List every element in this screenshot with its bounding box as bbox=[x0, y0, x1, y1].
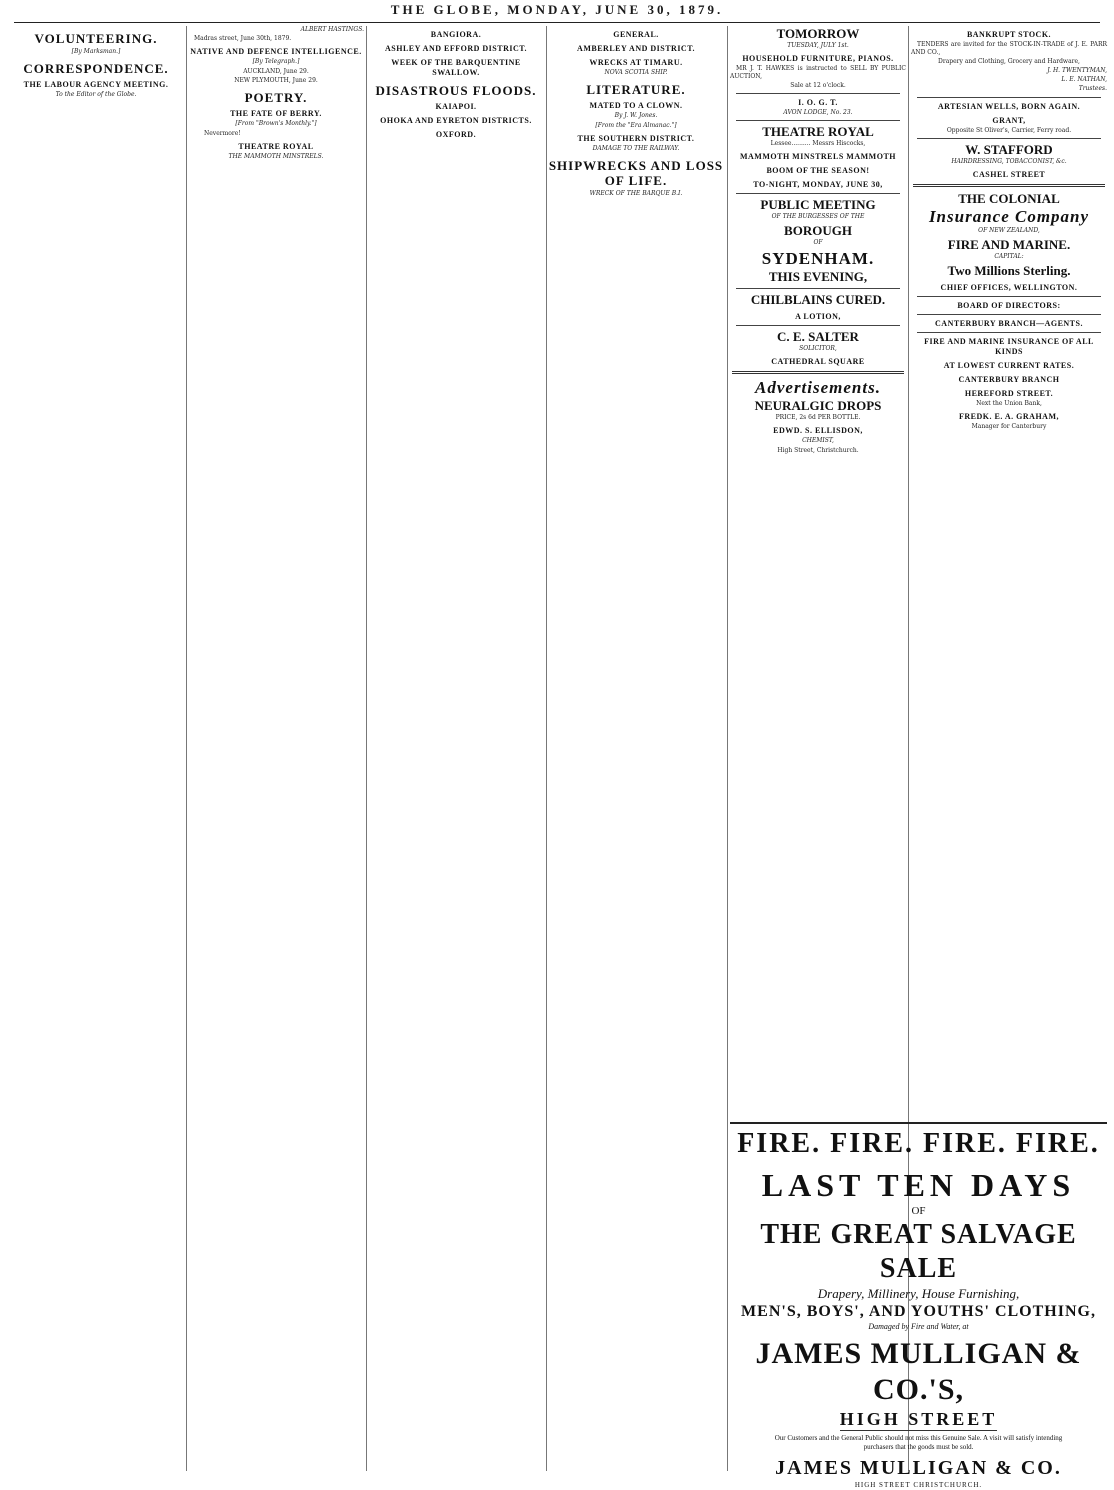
general-heading: GENERAL. bbox=[613, 30, 659, 39]
sale-notice: Our Customers and the General Public should not miss this Genuine Sale. A visit will satisfy intending purchasers that the goods must be sold. bbox=[774, 1434, 1063, 1451]
burgesses-sub: OF THE BURGESSES OF THE bbox=[771, 213, 865, 221]
amberley-heading: AMBERLEY AND DISTRICT. bbox=[577, 44, 695, 53]
high-street-heading: HIGH STREET bbox=[839, 1409, 998, 1429]
nz-sub: OF NEW ZEALAND, bbox=[978, 226, 1040, 234]
stafford-sub: HAIRDRESSING, TOBACCONIST, &c. bbox=[951, 157, 1067, 165]
insurance-heading: Insurance Company bbox=[928, 206, 1090, 226]
timaru-sub: NOVA SCOTIA SHIP. bbox=[604, 69, 668, 76]
sydenham-heading: SYDENHAM. bbox=[761, 249, 875, 269]
board-heading: BOARD OF DIRECTORS: bbox=[957, 300, 1061, 310]
masthead-rule bbox=[14, 22, 1100, 23]
kaiapoi-heading: KAIAPOI. bbox=[435, 102, 477, 111]
last-ten-days: LAST TEN DAYS bbox=[761, 1167, 1076, 1203]
timaru-heading: WRECKS AT TIMARU. bbox=[589, 58, 683, 67]
trustee-signature: J. H. TWENTYMAN, bbox=[1047, 67, 1107, 75]
ohoka-heading: OHOKA AND EYRETON DISTRICTS. bbox=[380, 116, 532, 125]
volunteering-byline: [By Marksman.] bbox=[71, 48, 121, 55]
public-meeting-heading: PUBLIC MEETING bbox=[760, 197, 876, 213]
chief-offices: CHIEF OFFICES, WELLINGTON. bbox=[940, 282, 1078, 292]
ad-rule bbox=[736, 120, 900, 121]
floods-heading: DISASTROUS FLOODS. bbox=[375, 83, 537, 98]
neuralgic-price: PRICE, 2s 6d PER BOTTLE. bbox=[775, 414, 861, 422]
ad-rule bbox=[736, 93, 900, 94]
minstrels-sub: THE MAMMOTH MINSTRELS. bbox=[228, 153, 324, 161]
manager-title: Manager for Canterbury bbox=[971, 422, 1047, 430]
labour-sub: To the Editor of the Globe. bbox=[55, 91, 137, 98]
grant-name: GRANT, bbox=[992, 115, 1026, 125]
telegraph-sub: [By Telegraph.] bbox=[252, 58, 300, 66]
chemist-address: High Street, Christchurch. bbox=[777, 447, 859, 455]
poetry-heading: POETRY. bbox=[244, 90, 308, 106]
damaged-line: Damaged by Fire and Water, at bbox=[868, 1322, 969, 1331]
labour-heading: THE LABOUR AGENCY MEETING. bbox=[23, 80, 169, 89]
ad-rule bbox=[917, 296, 1101, 297]
letter-signature: ALBERT HASTINGS. bbox=[300, 26, 364, 33]
this-evening-heading: THIS EVENING, bbox=[768, 269, 868, 285]
theatre-heading: THEATRE ROYAL bbox=[238, 142, 314, 152]
volunteering-heading: VOLUNTEERING. bbox=[34, 31, 158, 46]
colonial-heading: THE COLONIAL bbox=[958, 190, 1060, 206]
letter-place: Madras street, June 30th, 1879. bbox=[194, 35, 292, 43]
shipwrecks-heading: SHIPWRECKS AND LOSS OF LIFE. bbox=[548, 158, 724, 188]
column-1 bbox=[8, 26, 184, 1471]
ad-rule bbox=[736, 288, 900, 289]
mated-heading: MATED TO A CLOWN. bbox=[589, 101, 683, 110]
boom-heading: BOOM OF THE SEASON! bbox=[766, 166, 870, 176]
lowest-rates: AT LOWEST CURRENT RATES. bbox=[943, 360, 1075, 370]
salvage-sale-advert bbox=[730, 1122, 1107, 1489]
neuralgic-heading: NEURALGIC DROPS bbox=[754, 398, 882, 414]
trustee-signature: L. E. NATHAN, bbox=[1061, 76, 1107, 84]
column-divider bbox=[546, 26, 547, 1471]
stafford-heading: W. STAFFORD bbox=[965, 141, 1053, 157]
chilblains-heading: CHILBLAINS CURED. bbox=[750, 292, 886, 308]
borough-heading: BOROUGH bbox=[784, 223, 852, 239]
capital-sub: CAPITAL: bbox=[994, 252, 1024, 260]
two-million-heading: Two Millions Sterling. bbox=[947, 262, 1071, 278]
ad-rule bbox=[736, 325, 900, 326]
southern-heading: THE SOUTHERN DISTRICT. bbox=[577, 134, 695, 143]
clothing-line: MEN'S, BOYS', AND YOUTHS' CLOTHING, bbox=[741, 1303, 1096, 1320]
fire-heading: FIRE. FIRE. FIRE. FIRE. bbox=[737, 1128, 1100, 1159]
trustee-signature: Trustees. bbox=[1078, 85, 1107, 93]
literature-heading: LITERATURE. bbox=[586, 82, 686, 97]
dateline: AUCKLAND, June 29. bbox=[243, 68, 309, 76]
salter-heading: C. E. SALTER bbox=[777, 329, 859, 345]
theatre-lessee: Lessee.......... Messrs Hiscocks, bbox=[770, 140, 866, 148]
tenders-goods: Drapery and Clothing, Grocery and Hardware, bbox=[938, 58, 1080, 66]
dateline: NEW PLYMOUTH, June 29. bbox=[234, 77, 318, 85]
tomorrow-date: TUESDAY, JULY 1st. bbox=[787, 42, 849, 49]
ad-rule bbox=[917, 138, 1101, 139]
theatre-royal-heading: THEATRE ROYAL bbox=[762, 124, 874, 140]
column-divider bbox=[727, 26, 728, 1471]
ad-rule bbox=[736, 193, 900, 194]
column-5 bbox=[730, 26, 906, 1120]
branch-heading: CANTERBURY BRANCH bbox=[958, 374, 1060, 384]
union-bank: Next the Union Bank, bbox=[976, 399, 1042, 407]
auction-notice: MR J. T. HAWKES is instructed to SELL BY PUBLIC AUCTION, bbox=[730, 65, 906, 81]
advertisements-heading: Advertisements. bbox=[755, 378, 881, 398]
canterbury-heading: CANTERBURY BRANCH—AGENTS. bbox=[935, 318, 1083, 328]
column-2 bbox=[188, 26, 364, 1471]
grant-address: Opposite St Oliver's, Carrier, Ferry road. bbox=[946, 126, 1072, 134]
salter-sub: SOLICITOR, bbox=[799, 345, 837, 353]
mulligan-footer: JAMES MULLIGAN & CO. bbox=[775, 1457, 1062, 1479]
telegraph-heading: NATIVE AND DEFENCE INTELLIGENCE. bbox=[190, 47, 362, 57]
household-heading: HOUSEHOLD FURNITURE, PIANOS. bbox=[742, 54, 894, 63]
poem-title: THE FATE OF BERRY. bbox=[230, 109, 322, 119]
ad-rule bbox=[917, 332, 1101, 333]
artesian-heading: ARTESIAN WELLS, BORN AGAIN. bbox=[937, 101, 1081, 111]
tonight-heading: TO-NIGHT, MONDAY, JUNE 30, bbox=[753, 180, 883, 190]
borough-of: OF bbox=[813, 239, 823, 247]
sale-time: Sale at 12 o'clock. bbox=[790, 82, 846, 90]
column-6 bbox=[911, 26, 1107, 1120]
mated-byline: By J. W. Jones. bbox=[614, 112, 658, 119]
of-label: OF bbox=[911, 1205, 926, 1217]
drapery-line: Drapery, Millinery, House Furnishing, bbox=[817, 1286, 1020, 1301]
chemist-sub: CHEMIST, bbox=[802, 437, 834, 445]
bangiora-heading: BANGIORA. bbox=[430, 30, 482, 39]
hereford-heading: HEREFORD STREET. bbox=[964, 388, 1054, 398]
fire-marine-heading: FIRE AND MARINE. bbox=[947, 236, 1071, 252]
great-sale-heading: THE GREAT SALVAGE SALE bbox=[760, 1219, 1077, 1284]
tenders-text: TENDERS are invited for the STOCK-IN-TRADE of J. E. PARR AND CO., bbox=[911, 41, 1107, 57]
barque-sub: WRECK OF THE BARQUE B.I. bbox=[589, 190, 683, 197]
ad-rule bbox=[917, 97, 1101, 98]
column-3 bbox=[368, 26, 544, 1471]
iogt-heading: I. O. G. T. bbox=[798, 98, 838, 108]
cathedral-heading: CATHEDRAL SQUARE bbox=[771, 357, 865, 367]
poem-refrain: Nevermore! bbox=[204, 130, 241, 138]
cashel-heading: CASHEL STREET bbox=[972, 169, 1046, 179]
column-divider bbox=[366, 26, 367, 1471]
avon-lodge: AVON LODGE, No. 23. bbox=[783, 109, 853, 117]
graham-name: FREDK. E. A. GRAHAM, bbox=[959, 411, 1059, 421]
masthead: THE GLOBE, MONDAY, JUNE 30, 1879. bbox=[390, 2, 724, 17]
mulligan-heading: JAMES MULLIGAN & CO.'S, bbox=[755, 1337, 1082, 1406]
damage-sub: DAMAGE TO THE RAILWAY. bbox=[592, 145, 680, 152]
oxford-heading: OXFORD. bbox=[435, 130, 477, 139]
correspondence-heading: CORRESPONDENCE. bbox=[23, 61, 169, 76]
column-divider bbox=[186, 26, 187, 1471]
christchurch-footer: HIGH STREET CHRISTCHURCH. bbox=[854, 1481, 983, 1489]
lotion-heading: A LOTION, bbox=[795, 312, 841, 322]
ashley-heading: ASHLEY AND EFFORD DISTRICT. bbox=[385, 44, 527, 53]
poem-source: [From "Brown's Monthly."] bbox=[235, 120, 317, 128]
insurance-kinds: FIRE AND MARINE INSURANCE OF ALL KINDS bbox=[924, 336, 1094, 356]
mated-source: [From the "Era Almanac."] bbox=[595, 122, 677, 129]
ad-rule bbox=[732, 371, 904, 374]
ellisdon-heading: EDWD. S. ELLISDON, bbox=[773, 426, 863, 436]
ad-rule bbox=[917, 314, 1101, 315]
week-heading: WEEK OF THE BARQUENTINE SWALLOW. bbox=[391, 58, 521, 77]
ad-rule bbox=[913, 184, 1105, 187]
bankrupt-heading: BANKRUPT STOCK. bbox=[966, 30, 1052, 39]
mammoth-heading: MAMMOTH MINSTRELS MAMMOTH bbox=[739, 152, 897, 162]
tomorrow-heading: TOMORROW bbox=[776, 26, 860, 41]
column-4 bbox=[548, 26, 724, 1471]
